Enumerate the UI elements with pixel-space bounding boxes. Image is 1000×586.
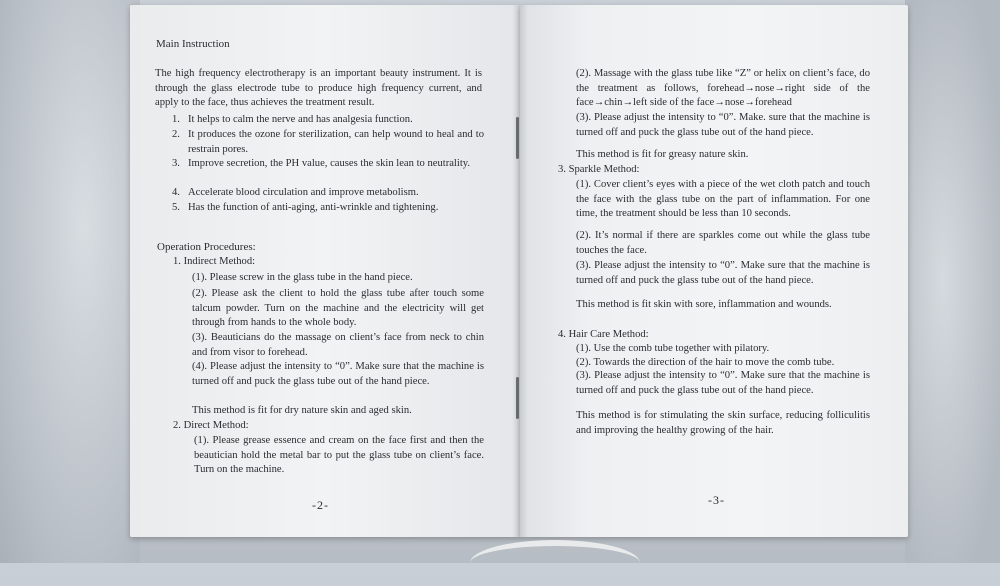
indirect-step-1: (1). Please screw in the glass tube in the hand piece. xyxy=(192,272,413,283)
operation-heading: Operation Procedures: xyxy=(157,241,256,253)
page-right xyxy=(520,5,908,537)
main-instruction-heading: Main Instruction xyxy=(156,38,230,50)
direct-step-3: (3). Please adjust the intensity to “0”. Make. sure that the machine is turned off and puck the glass tube out of the hand piece. xyxy=(576,112,870,138)
indirect-step-3: (3). Beauticians do the massage on client’s face from neck to chin and from visor to forehead. xyxy=(192,332,484,358)
benefit-3: Improve secretion, the PH value, causes the skin lean to neutrality. xyxy=(188,158,471,169)
sparkle-title: 3. Sparkle Method: xyxy=(558,164,640,175)
booklet-gutter xyxy=(512,5,528,537)
hair-note: This method is for stimulating the skin surface, reducing folliculitis and improving the healthy growing of the hair. xyxy=(576,410,870,436)
hair-step-2: (2). Towards the direction of the hair to move the comb tube. xyxy=(576,357,835,368)
booklet xyxy=(130,5,908,543)
benefit-num-2: 2. xyxy=(172,129,180,140)
benefit-num-3: 3. xyxy=(172,158,180,169)
page-number-2: -2- xyxy=(312,498,329,512)
indirect-title: 1. Indirect Method: xyxy=(173,256,256,267)
sparkle-note: This method is fit skin with sore, inflammation and wounds. xyxy=(576,299,832,310)
background-right xyxy=(905,0,1000,563)
hair-title: 4. Hair Care Method: xyxy=(558,329,649,340)
staple-top xyxy=(516,117,519,159)
cable xyxy=(470,540,640,586)
benefit-num-5: 5. xyxy=(172,202,180,213)
indirect-note: This method is fit for dry nature skin and aged skin. xyxy=(192,405,412,416)
sparkle-step-3: (3). Please adjust the intensity to “0”. Make sure that the machine is turned off and puck the glass tube out of the hand piece. xyxy=(576,260,870,286)
benefit-num-4: 4. xyxy=(172,187,180,198)
direct-step-1: (1). Please grease essence and cream on the face first and then the beautician hold the metal bar to put the glass tube on client’s face. Turn on the machine. xyxy=(194,435,484,476)
hair-step-3: (3). Please adjust the intensity to “0”. Make sure that the machine is turned off and puck the glass tube out of the hand piece. xyxy=(576,370,870,396)
benefit-1: It helps to calm the nerve and has analgesia function. xyxy=(188,114,413,125)
direct-note: This method is fit for greasy nature skin. xyxy=(576,149,749,160)
sparkle-step-2: (2). It’s normal if there are sparkles come out while the glass tube touches the face. xyxy=(576,230,870,256)
benefit-4: Accelerate blood circulation and improve metabolism. xyxy=(188,187,419,198)
direct-title: 2. Direct Method: xyxy=(173,420,249,431)
indirect-step-2: (2). Please ask the client to hold the glass tube after touch some talcum powder. Turn on the machine and the electricity will get through from hands to the whole body. xyxy=(192,288,484,329)
hair-step-1: (1). Use the comb tube together with pilatory. xyxy=(576,343,770,354)
page-number-3: -3- xyxy=(708,493,725,507)
intro-paragraph: The high frequency electrotherapy is an important beauty instrument. It is through the glass electrode tube to produce high frequency current, and apply to the face, thus achieves the treatment result. xyxy=(155,68,482,109)
direct-step-2: (2). Massage with the glass tube like “Z” or helix on client’s face, do the treatment as follows, forehead→nose→right side of the face→chin→left side of the face→nose→forehead xyxy=(576,68,870,109)
page-left xyxy=(130,5,520,537)
indirect-step-4: (4). Please adjust the intensity to “0”. Make sure that the machine is turned off and puck the glass tube out of the hand piece. xyxy=(192,361,484,387)
sparkle-step-1: (1). Cover client’s eyes with a piece of the wet cloth patch and touch the face with the glass tube on the part of inflammation. For one time, the treatment should be less than 10 seconds. xyxy=(576,179,870,220)
benefit-5: Has the function of anti-aging, anti-wrinkle and tightening. xyxy=(188,202,439,213)
benefit-2: It produces the ozone for sterilization, can help wound to heal and to restrain pores. xyxy=(188,129,484,155)
benefit-num-1: 1. xyxy=(172,114,180,125)
staple-bottom xyxy=(516,377,519,419)
background-left xyxy=(0,0,140,563)
